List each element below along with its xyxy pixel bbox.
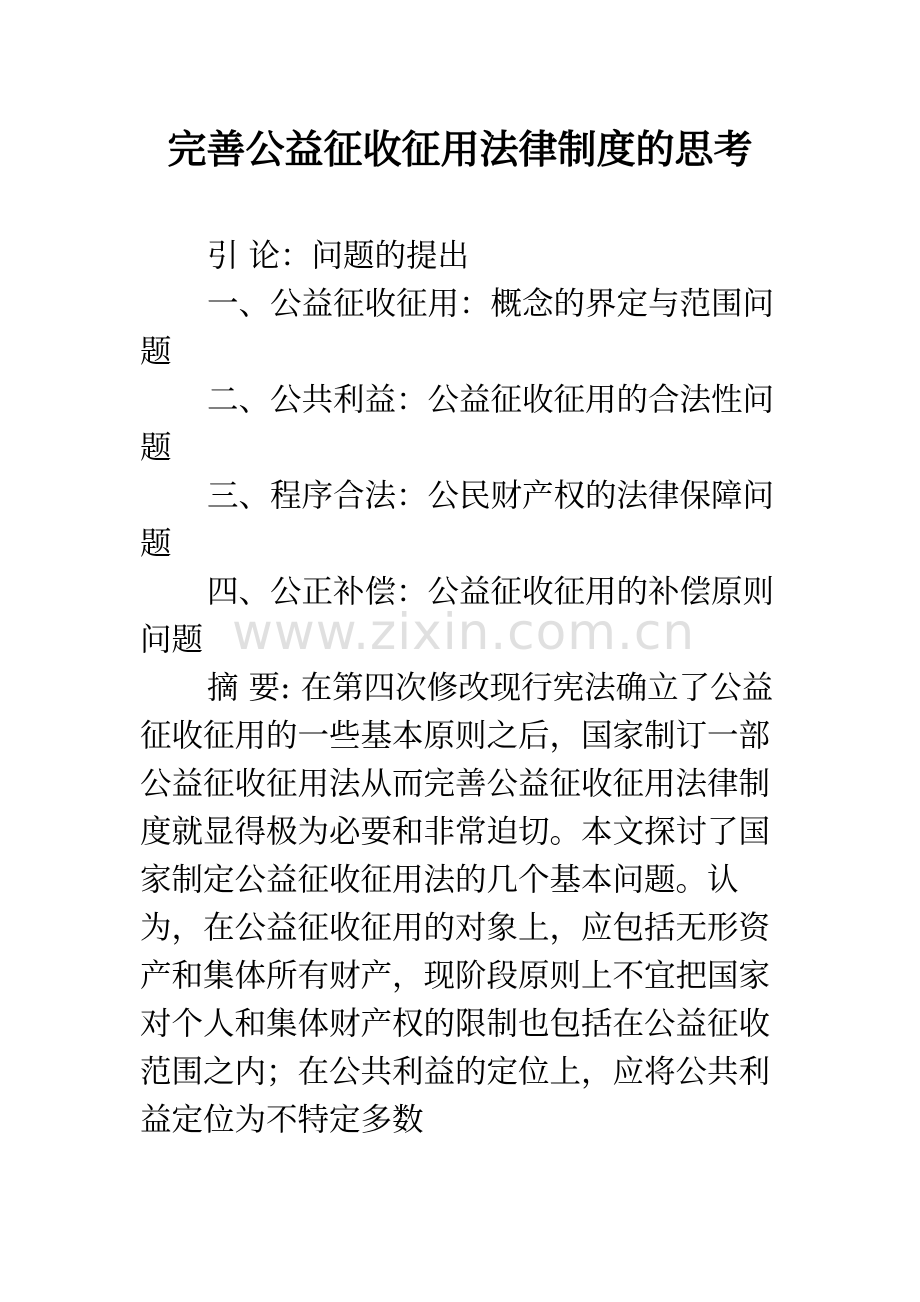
paragraph-abstract: 摘 要: 在第四次修改现行宪法确立了公益征收征用的一些基本原则之后，国家制订一部公益征收征用法从而完善公益征收征用法律制度就显得极为必要和非常迫切。本文探讨了国家制定公益征收征用法的几个基本问题。认为，在公益征收征用的对象上，应包括无形资产和集体所有财产，现阶段原则上不宜把国家对个人和集体财产权的限制也包括在公益征收范围之内；在公共利益的定位上，应将公共利益定位为不特定多数 — [140, 670, 774, 1138]
watermark: www.zixin.com.cn — [232, 603, 696, 661]
paragraph-section-3: 三、程序合法：公民财产权的法律保障问题 — [140, 478, 775, 562]
document-body — [140, 232, 785, 1144]
paragraph-intro: 引 论：问题的提出 — [207, 238, 470, 274]
paragraph-section-4: 四、公正补偿：公益征收征用的补偿原则问题 — [140, 574, 775, 658]
paragraph-section-1: 一、公益征收征用：概念的界定与范围问题 — [140, 286, 775, 370]
document-title: 完善公益征收征用法律制度的思考 — [167, 127, 753, 173]
paragraph-section-2: 二、公共利益：公益征收征用的合法性问题 — [140, 382, 775, 466]
